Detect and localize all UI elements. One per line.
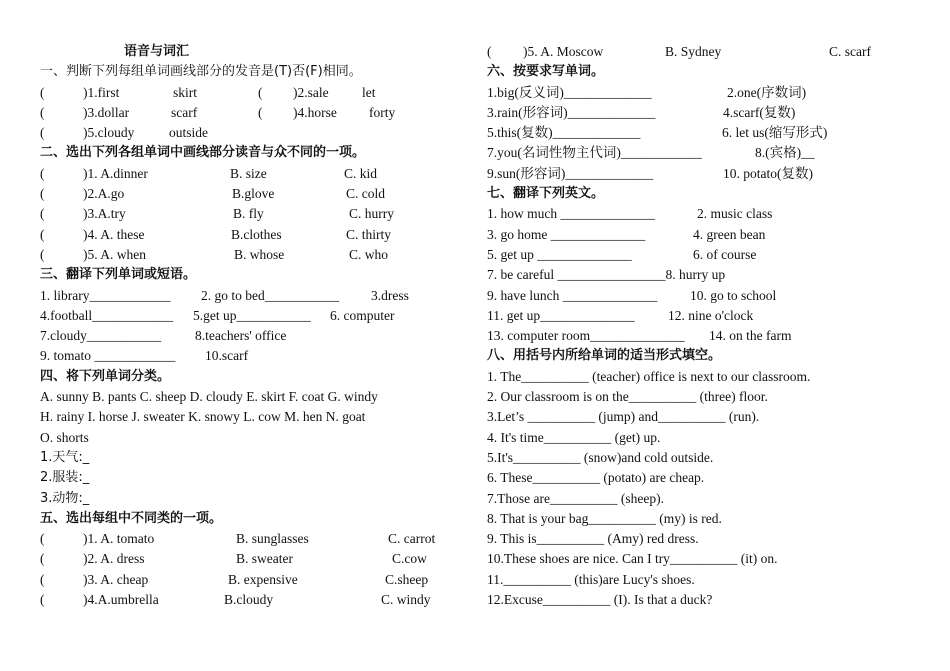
s8-line <box>487 387 932 407</box>
option-a: )2.A.go <box>83 186 125 202</box>
answer-paren: ( <box>40 531 45 547</box>
s3-item: 9. tomato ____________ <box>40 348 176 364</box>
s8-line <box>487 407 932 427</box>
s7-item: 12. nine o'clock <box>668 307 754 323</box>
fill-blank-sentence: 1. The__________ (teacher) office is next to our classroom. <box>487 368 811 384</box>
answer-paren: ( <box>487 44 492 59</box>
category-clothes: 2.服装:_ <box>40 470 90 486</box>
option-c: C. windy <box>381 592 431 608</box>
answer-paren: ( <box>40 551 45 567</box>
answer-paren: ( <box>40 104 45 120</box>
s8-line <box>487 448 932 468</box>
right-column <box>487 42 932 610</box>
fill-blank-sentence: 10.These shoes are nice. Can I try__________ (it) on. <box>487 551 778 567</box>
s1-row <box>40 103 465 123</box>
s2-row <box>40 164 465 184</box>
s4-word-line <box>40 407 465 427</box>
s5-row <box>40 549 465 569</box>
s7-row <box>487 265 932 285</box>
s1-item: )1.first <box>83 84 120 100</box>
s2-row <box>40 184 465 204</box>
s3-item: 8.teachers' office <box>195 328 287 344</box>
page-title-line <box>40 42 465 62</box>
option-c: C. thirty <box>346 226 392 242</box>
s6-item: 7.you(名词性物主代词)____________ <box>487 145 702 161</box>
s3-item: 3.dress <box>371 287 409 303</box>
option-c: C. carrot <box>388 531 436 547</box>
answer-paren: ( <box>40 186 45 202</box>
answer-paren: ( <box>40 84 45 100</box>
option-b: B. Sydney <box>665 44 722 59</box>
s1-item: )2.sale <box>293 84 329 100</box>
section-2-heading-line <box>40 143 465 163</box>
s7-row <box>487 286 932 306</box>
s7-item: 7. be careful ________________8. hurry up <box>487 267 726 283</box>
s7-item: 14. on the farm <box>709 328 792 344</box>
answer-paren: ( <box>258 104 263 120</box>
answer-paren: ( <box>258 84 263 100</box>
section-6-heading-line <box>487 62 932 82</box>
answer-paren: ( <box>40 206 45 222</box>
answer-paren: ( <box>40 165 45 181</box>
s7-row <box>487 204 932 224</box>
s3-item: 1. library____________ <box>40 287 171 303</box>
s7-item: 1. how much ______________ <box>487 206 655 222</box>
s1-item: scarf <box>171 104 198 120</box>
option-a: )1. A. tomato <box>83 531 155 547</box>
section-4-heading: 四、将下列单词分类。 <box>40 368 171 384</box>
s4-word-line <box>40 428 465 448</box>
s4-category <box>40 448 465 468</box>
s1-item: outside <box>169 125 208 141</box>
section-8-heading-line <box>487 346 932 366</box>
s7-item: 5. get up ______________ <box>487 246 632 262</box>
s1-item: let <box>362 84 376 100</box>
s6-row <box>487 164 932 184</box>
fill-blank-sentence: 11.__________ (this)are Lucy's shoes. <box>487 571 695 587</box>
s8-line <box>487 509 932 529</box>
answer-paren: ( <box>40 226 45 242</box>
s7-item: 2. music class <box>697 206 773 222</box>
fill-blank-sentence: 9. This is__________ (Amy) red dress. <box>487 531 699 547</box>
s3-item: 7.cloudy___________ <box>40 328 162 344</box>
s8-line <box>487 590 932 610</box>
s7-item: 9. have lunch ______________ <box>487 287 658 303</box>
s7-row <box>487 306 932 326</box>
s8-line <box>487 428 932 448</box>
s7-item: 4. green bean <box>693 226 766 242</box>
section-1-heading-line <box>40 62 465 82</box>
answer-paren: ( <box>40 246 45 262</box>
option-b: B.glove <box>232 186 275 202</box>
s3-row <box>40 306 465 326</box>
s6-item: 8.(宾格)__ <box>755 145 815 161</box>
s6-row <box>487 143 932 163</box>
section-3-heading: 三、翻译下列单词或短语。 <box>40 267 197 283</box>
page-title: 语音与词汇 <box>124 44 190 59</box>
section-7-heading-line <box>487 184 932 204</box>
s6-row <box>487 123 932 143</box>
s3-item: 5.get up___________ <box>193 307 311 323</box>
s7-row <box>487 225 932 245</box>
option-c: C.sheep <box>385 571 429 587</box>
section-4-heading-line <box>40 367 465 387</box>
s3-item: 10.scarf <box>205 348 249 364</box>
s3-item: 2. go to bed___________ <box>201 287 339 303</box>
s3-row <box>40 286 465 306</box>
s1-item: forty <box>369 104 396 120</box>
left-column <box>40 42 465 610</box>
s6-item: 10. potato(复数) <box>723 165 813 181</box>
section-2-heading: 二、选出下列各组单词中画线部分读音与众不同的一项。 <box>40 145 366 161</box>
option-a: )4.A.umbrella <box>83 592 159 608</box>
answer-paren: ( <box>40 571 45 587</box>
section-6-heading: 六、按要求写单词。 <box>487 64 605 80</box>
s3-item: 4.football____________ <box>40 307 174 323</box>
s1-item: skirt <box>173 84 198 100</box>
s7-row <box>487 245 932 265</box>
option-c: C.cow <box>392 551 427 567</box>
s2-row <box>40 245 465 265</box>
s3-row <box>40 326 465 346</box>
s6-item: 1.big(反义词)_____________ <box>487 84 652 100</box>
s2-row <box>40 225 465 245</box>
fill-blank-sentence: 7.Those are__________ (sheep). <box>487 490 664 506</box>
section-5-heading-line <box>40 509 465 529</box>
s2-row <box>40 204 465 224</box>
answer-paren: ( <box>40 125 45 141</box>
s8-line <box>487 367 932 387</box>
section-5-heading: 五、选出每组中不同类的一项。 <box>40 510 223 526</box>
s5-row <box>40 570 465 590</box>
option-c: C. scarf <box>829 44 871 59</box>
option-a: )4. A. these <box>83 226 145 242</box>
answer-paren: ( <box>40 592 45 608</box>
section-7-heading: 七、翻译下列英文。 <box>487 186 605 202</box>
category-animals: 3.动物:_ <box>40 490 90 506</box>
s6-item: 3.rain(形容词)_____________ <box>487 104 656 120</box>
option-b: B. sunglasses <box>236 531 309 547</box>
section-1-heading: 一、判断下列每组单词画线部分的发音是(T)否(F)相同。 <box>40 64 362 80</box>
option-c: C. cold <box>346 186 385 202</box>
s6-item: 6. let us(缩写形式) <box>722 125 828 141</box>
option-a: )3.A.try <box>83 206 126 222</box>
s6-item: 4.scarf(复数) <box>723 104 796 120</box>
s3-row <box>40 346 465 366</box>
s1-row <box>40 83 465 103</box>
s1-row <box>40 123 465 143</box>
s5-row <box>40 529 465 549</box>
word-list: H. rainy I. horse J. sweater K. snowy L. cow M. hen N. goat <box>40 409 366 425</box>
option-a: )5. A. when <box>83 246 146 262</box>
s1-item: )4.horse <box>293 104 337 120</box>
option-a: )2. A. dress <box>83 551 145 567</box>
fill-blank-sentence: 12.Excuse__________ (I). Is that a duck? <box>487 592 713 608</box>
option-c: C. kid <box>344 165 378 181</box>
word-list: O. shorts <box>40 429 89 445</box>
s7-item: 6. of course <box>693 246 757 262</box>
option-b: B. expensive <box>228 571 298 587</box>
s7-item: 11. get up______________ <box>487 307 635 323</box>
option-b: B.cloudy <box>224 592 274 608</box>
fill-blank-sentence: 8. That is your bag__________ (my) is red. <box>487 510 722 526</box>
fill-blank-sentence: 5.It's__________ (snow)and cold outside. <box>487 449 714 465</box>
option-a: )1. A.dinner <box>83 165 148 181</box>
s8-line <box>487 529 932 549</box>
option-c: C. who <box>349 246 389 262</box>
category-weather: 1.天气:_ <box>40 449 90 465</box>
option-b: B. whose <box>234 246 285 262</box>
option-b: B. fly <box>233 206 264 222</box>
s6-row <box>487 103 932 123</box>
s1-item: )5.cloudy <box>83 125 135 141</box>
s3-item: 6. computer <box>330 307 395 323</box>
section-8-heading: 八、用括号内所给单词的适当形式填空。 <box>487 348 722 364</box>
s5-row-continued <box>487 42 932 62</box>
word-list: A. sunny B. pants C. sheep D. cloudy E. skirt F. coat G. windy <box>40 389 378 405</box>
s4-category <box>40 468 465 488</box>
option-a: )5. A. Moscow <box>523 44 604 59</box>
fill-blank-sentence: 6. These__________ (potato) are cheap. <box>487 470 705 486</box>
option-b: B. size <box>230 165 267 181</box>
fill-blank-sentence: 4. It's time__________ (get) up. <box>487 429 661 445</box>
fill-blank-sentence: 2. Our classroom is on the__________ (three) floor. <box>487 389 768 405</box>
s1-item: )3.dollar <box>83 104 130 120</box>
s8-line <box>487 570 932 590</box>
fill-blank-sentence: 3.Let’s __________ (jump) and__________ (run). <box>487 409 760 425</box>
option-b: B.clothes <box>231 226 282 242</box>
section-3-heading-line <box>40 265 465 285</box>
s6-item: 5.this(复数)_____________ <box>487 125 641 141</box>
s7-row <box>487 326 932 346</box>
s7-item: 3. go home ______________ <box>487 226 646 242</box>
option-c: C. hurry <box>349 206 394 222</box>
s4-category <box>40 489 465 509</box>
s8-line <box>487 549 932 569</box>
s7-item: 10. go to school <box>690 287 777 303</box>
s8-line <box>487 468 932 488</box>
s6-row <box>487 83 932 103</box>
s5-row <box>40 590 465 610</box>
s6-item: 2.one(序数词) <box>727 84 807 100</box>
option-b: B. sweater <box>236 551 293 567</box>
option-a: )3. A. cheap <box>83 571 149 587</box>
s4-word-line <box>40 387 465 407</box>
s6-item: 9.sun(形容词)_____________ <box>487 165 654 181</box>
s8-line <box>487 489 932 509</box>
s7-item: 13. computer room______________ <box>487 328 685 344</box>
